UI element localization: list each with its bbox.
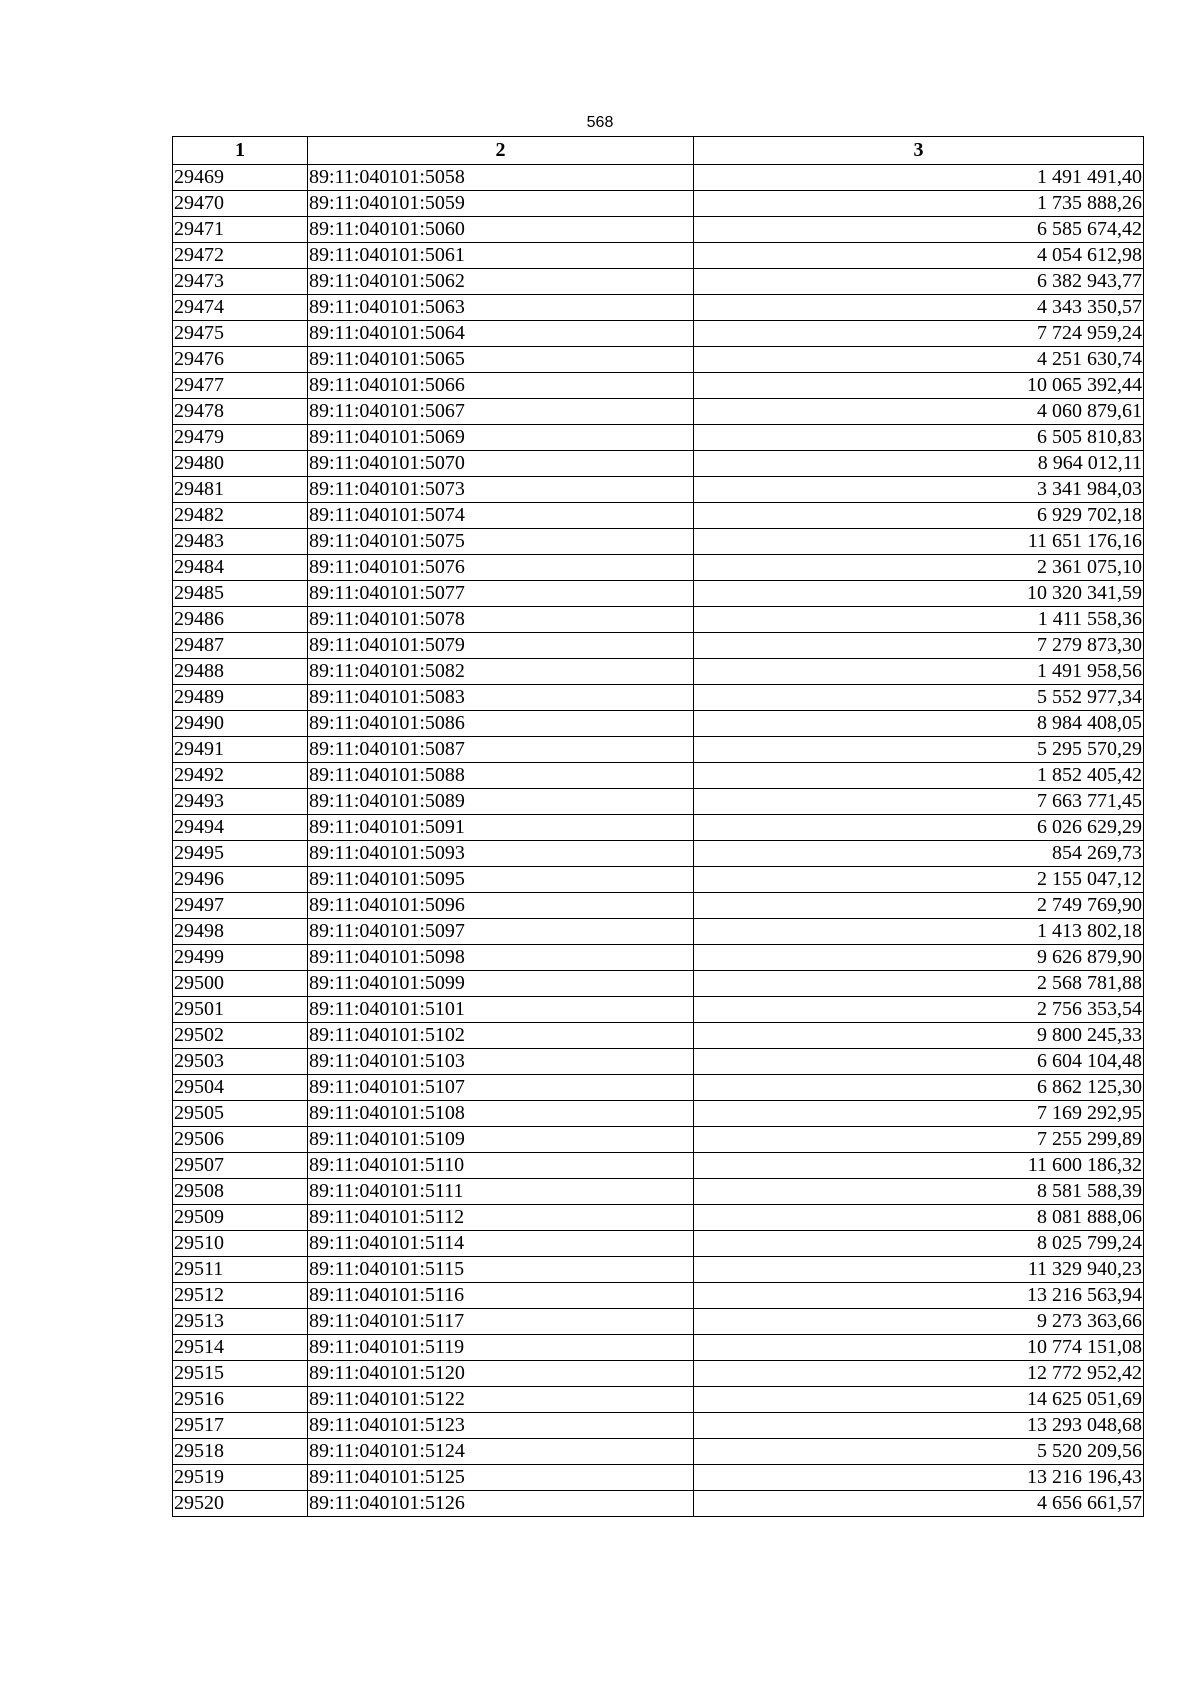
- row-number-cell: 29478: [173, 399, 308, 425]
- cadastral-number-cell: 89:11:040101:5096: [308, 893, 694, 919]
- row-number-cell: 29516: [173, 1387, 308, 1413]
- value-cell: 7 724 959,24: [694, 321, 1144, 347]
- cadastral-number-cell: 89:11:040101:5082: [308, 659, 694, 685]
- table-row: [173, 581, 1144, 607]
- cadastral-number-cell: 89:11:040101:5076: [308, 555, 694, 581]
- table-row: [173, 1179, 1144, 1205]
- value-cell: 5 295 570,29: [694, 737, 1144, 763]
- value-cell: 2 756 353,54: [694, 997, 1144, 1023]
- table-row: [173, 1491, 1144, 1517]
- value-cell: 6 604 104,48: [694, 1049, 1144, 1075]
- table-row: [173, 789, 1144, 815]
- value-cell: 9 626 879,90: [694, 945, 1144, 971]
- value-cell: 1 491 958,56: [694, 659, 1144, 685]
- cadastral-number-cell: 89:11:040101:5059: [308, 191, 694, 217]
- row-number-cell: 29482: [173, 503, 308, 529]
- cadastral-number-cell: 89:11:040101:5075: [308, 529, 694, 555]
- cadastral-number-cell: 89:11:040101:5099: [308, 971, 694, 997]
- table-row: [173, 243, 1144, 269]
- cadastral-number-cell: 89:11:040101:5086: [308, 711, 694, 737]
- cadastral-number-cell: 89:11:040101:5074: [308, 503, 694, 529]
- value-cell: 4 251 630,74: [694, 347, 1144, 373]
- value-cell: 6 505 810,83: [694, 425, 1144, 451]
- cadastral-number-cell: 89:11:040101:5087: [308, 737, 694, 763]
- row-number-cell: 29471: [173, 217, 308, 243]
- value-cell: 6 026 629,29: [694, 815, 1144, 841]
- value-cell: 8 025 799,24: [694, 1231, 1144, 1257]
- value-cell: 1 852 405,42: [694, 763, 1144, 789]
- cadastral-number-cell: 89:11:040101:5114: [308, 1231, 694, 1257]
- value-cell: 3 341 984,03: [694, 477, 1144, 503]
- table-row: [173, 399, 1144, 425]
- table-row: [173, 1465, 1144, 1491]
- cadastral-number-cell: 89:11:040101:5089: [308, 789, 694, 815]
- page-number: 568: [586, 114, 614, 131]
- row-number-cell: 29502: [173, 1023, 308, 1049]
- cadastral-number-cell: 89:11:040101:5107: [308, 1075, 694, 1101]
- value-cell: 13 216 563,94: [694, 1283, 1144, 1309]
- cadastral-number-cell: 89:11:040101:5126: [308, 1491, 694, 1517]
- cadastral-number-cell: 89:11:040101:5108: [308, 1101, 694, 1127]
- row-number-cell: 29514: [173, 1335, 308, 1361]
- cadastral-number-cell: 89:11:040101:5083: [308, 685, 694, 711]
- cadastral-number-cell: 89:11:040101:5102: [308, 1023, 694, 1049]
- row-number-cell: 29489: [173, 685, 308, 711]
- table-row: [173, 191, 1144, 217]
- row-number-cell: 29477: [173, 373, 308, 399]
- table-row: [173, 1231, 1144, 1257]
- cadastral-number-cell: 89:11:040101:5122: [308, 1387, 694, 1413]
- value-cell: 2 568 781,88: [694, 971, 1144, 997]
- value-cell: 8 581 588,39: [694, 1179, 1144, 1205]
- table-row: [173, 555, 1144, 581]
- value-cell: 1 491 491,40: [694, 165, 1144, 191]
- row-number-cell: 29480: [173, 451, 308, 477]
- cadastral-number-cell: 89:11:040101:5111: [308, 1179, 694, 1205]
- table-row: [173, 1049, 1144, 1075]
- cadastral-number-cell: 89:11:040101:5064: [308, 321, 694, 347]
- table-row: [173, 893, 1144, 919]
- row-number-cell: 29486: [173, 607, 308, 633]
- table-row: [173, 1205, 1144, 1231]
- table-row: [173, 1439, 1144, 1465]
- table-row: [173, 321, 1144, 347]
- table-row: [173, 1257, 1144, 1283]
- row-number-cell: 29485: [173, 581, 308, 607]
- value-cell: 12 772 952,42: [694, 1361, 1144, 1387]
- value-cell: 6 929 702,18: [694, 503, 1144, 529]
- table-row: [173, 503, 1144, 529]
- row-number-cell: 29495: [173, 841, 308, 867]
- table-row: [173, 451, 1144, 477]
- row-number-cell: 29510: [173, 1231, 308, 1257]
- row-number-cell: 29496: [173, 867, 308, 893]
- cadastral-number-cell: 89:11:040101:5079: [308, 633, 694, 659]
- row-number-cell: 29504: [173, 1075, 308, 1101]
- cadastral-number-cell: 89:11:040101:5103: [308, 1049, 694, 1075]
- row-number-cell: 29473: [173, 269, 308, 295]
- value-cell: 10 774 151,08: [694, 1335, 1144, 1361]
- table-row: [173, 1361, 1144, 1387]
- table-row: [173, 165, 1144, 191]
- table-row: [173, 269, 1144, 295]
- row-number-cell: 29469: [173, 165, 308, 191]
- table-row: [173, 1309, 1144, 1335]
- cadastral-number-cell: 89:11:040101:5058: [308, 165, 694, 191]
- row-number-cell: 29487: [173, 633, 308, 659]
- cadastral-number-cell: 89:11:040101:5119: [308, 1335, 694, 1361]
- row-number-cell: 29490: [173, 711, 308, 737]
- row-number-cell: 29488: [173, 659, 308, 685]
- row-number-cell: 29492: [173, 763, 308, 789]
- cadastral-number-cell: 89:11:040101:5060: [308, 217, 694, 243]
- value-cell: 1 735 888,26: [694, 191, 1144, 217]
- column-header-3: 3: [694, 137, 1144, 165]
- cadastral-number-cell: 89:11:040101:5062: [308, 269, 694, 295]
- row-number-cell: 29494: [173, 815, 308, 841]
- cadastral-number-cell: 89:11:040101:5065: [308, 347, 694, 373]
- row-number-cell: 29512: [173, 1283, 308, 1309]
- row-number-cell: 29505: [173, 1101, 308, 1127]
- table-row: [173, 347, 1144, 373]
- value-cell: 1 413 802,18: [694, 919, 1144, 945]
- value-cell: 11 329 940,23: [694, 1257, 1144, 1283]
- row-number-cell: 29509: [173, 1205, 308, 1231]
- cadastral-number-cell: 89:11:040101:5077: [308, 581, 694, 607]
- value-cell: 854 269,73: [694, 841, 1144, 867]
- table-row: [173, 1335, 1144, 1361]
- row-number-cell: 29518: [173, 1439, 308, 1465]
- value-cell: 9 800 245,33: [694, 1023, 1144, 1049]
- table-row: [173, 425, 1144, 451]
- table-row: [173, 1413, 1144, 1439]
- value-cell: 5 552 977,34: [694, 685, 1144, 711]
- row-number-cell: 29503: [173, 1049, 308, 1075]
- table-row: [173, 477, 1144, 503]
- cadastral-number-cell: 89:11:040101:5061: [308, 243, 694, 269]
- value-cell: 1 411 558,36: [694, 607, 1144, 633]
- cadastral-number-cell: 89:11:040101:5112: [308, 1205, 694, 1231]
- cadastral-number-cell: 89:11:040101:5125: [308, 1465, 694, 1491]
- row-number-cell: 29476: [173, 347, 308, 373]
- table-row: [173, 295, 1144, 321]
- cadastral-number-cell: 89:11:040101:5066: [308, 373, 694, 399]
- value-cell: 6 382 943,77: [694, 269, 1144, 295]
- table-row: [173, 737, 1144, 763]
- value-cell: 8 984 408,05: [694, 711, 1144, 737]
- table-row: [173, 711, 1144, 737]
- table-row: [173, 1127, 1144, 1153]
- row-number-cell: 29470: [173, 191, 308, 217]
- row-number-cell: 29508: [173, 1179, 308, 1205]
- row-number-cell: 29506: [173, 1127, 308, 1153]
- row-number-cell: 29500: [173, 971, 308, 997]
- cadastral-number-cell: 89:11:040101:5063: [308, 295, 694, 321]
- table-row: [173, 607, 1144, 633]
- table-row: [173, 971, 1144, 997]
- row-number-cell: 29484: [173, 555, 308, 581]
- table-row: [173, 1075, 1144, 1101]
- table-header-row: [173, 137, 1144, 165]
- cadastral-number-cell: 89:11:040101:5078: [308, 607, 694, 633]
- value-cell: 2 155 047,12: [694, 867, 1144, 893]
- column-header-1: 1: [173, 137, 308, 165]
- value-cell: 11 600 186,32: [694, 1153, 1144, 1179]
- row-number-cell: 29498: [173, 919, 308, 945]
- row-number-cell: 29475: [173, 321, 308, 347]
- cadastral-number-cell: 89:11:040101:5073: [308, 477, 694, 503]
- table-row: [173, 945, 1144, 971]
- row-number-cell: 29507: [173, 1153, 308, 1179]
- value-cell: 7 169 292,95: [694, 1101, 1144, 1127]
- table-row: [173, 841, 1144, 867]
- table-row: [173, 867, 1144, 893]
- row-number-cell: 29474: [173, 295, 308, 321]
- value-cell: 13 293 048,68: [694, 1413, 1144, 1439]
- data-table: [172, 136, 1144, 1517]
- table-row: [173, 1023, 1144, 1049]
- cadastral-number-cell: 89:11:040101:5116: [308, 1283, 694, 1309]
- table-row: [173, 685, 1144, 711]
- row-number-cell: 29479: [173, 425, 308, 451]
- row-number-cell: 29481: [173, 477, 308, 503]
- row-number-cell: 29511: [173, 1257, 308, 1283]
- value-cell: 13 216 196,43: [694, 1465, 1144, 1491]
- cadastral-number-cell: 89:11:040101:5124: [308, 1439, 694, 1465]
- cadastral-number-cell: 89:11:040101:5101: [308, 997, 694, 1023]
- cadastral-number-cell: 89:11:040101:5088: [308, 763, 694, 789]
- cadastral-number-cell: 89:11:040101:5110: [308, 1153, 694, 1179]
- table-row: [173, 633, 1144, 659]
- table-row: [173, 997, 1144, 1023]
- value-cell: 7 279 873,30: [694, 633, 1144, 659]
- value-cell: 8 964 012,11: [694, 451, 1144, 477]
- table-row: [173, 217, 1144, 243]
- table-row: [173, 1153, 1144, 1179]
- table-row: [173, 1283, 1144, 1309]
- cadastral-number-cell: 89:11:040101:5123: [308, 1413, 694, 1439]
- cadastral-number-cell: 89:11:040101:5091: [308, 815, 694, 841]
- value-cell: 2 749 769,90: [694, 893, 1144, 919]
- table-row: [173, 763, 1144, 789]
- cadastral-number-cell: 89:11:040101:5117: [308, 1309, 694, 1335]
- row-number-cell: 29517: [173, 1413, 308, 1439]
- value-cell: 4 060 879,61: [694, 399, 1144, 425]
- cadastral-number-cell: 89:11:040101:5098: [308, 945, 694, 971]
- value-cell: 2 361 075,10: [694, 555, 1144, 581]
- value-cell: 4 054 612,98: [694, 243, 1144, 269]
- row-number-cell: 29515: [173, 1361, 308, 1387]
- row-number-cell: 29520: [173, 1491, 308, 1517]
- value-cell: 9 273 363,66: [694, 1309, 1144, 1335]
- value-cell: 8 081 888,06: [694, 1205, 1144, 1231]
- table-row: [173, 1101, 1144, 1127]
- row-number-cell: 29491: [173, 737, 308, 763]
- cadastral-number-cell: 89:11:040101:5093: [308, 841, 694, 867]
- value-cell: 4 343 350,57: [694, 295, 1144, 321]
- row-number-cell: 29497: [173, 893, 308, 919]
- column-header-2: 2: [308, 137, 694, 165]
- cadastral-number-cell: 89:11:040101:5115: [308, 1257, 694, 1283]
- value-cell: 5 520 209,56: [694, 1439, 1144, 1465]
- table-row: [173, 815, 1144, 841]
- value-cell: 11 651 176,16: [694, 529, 1144, 555]
- table-row: [173, 659, 1144, 685]
- value-cell: 6 862 125,30: [694, 1075, 1144, 1101]
- table-row: [173, 919, 1144, 945]
- value-cell: 6 585 674,42: [694, 217, 1144, 243]
- cadastral-number-cell: 89:11:040101:5069: [308, 425, 694, 451]
- table-row: [173, 373, 1144, 399]
- row-number-cell: 29493: [173, 789, 308, 815]
- table-row: [173, 529, 1144, 555]
- value-cell: 14 625 051,69: [694, 1387, 1144, 1413]
- value-cell: 4 656 661,57: [694, 1491, 1144, 1517]
- row-number-cell: 29472: [173, 243, 308, 269]
- table-body: [173, 165, 1144, 1517]
- row-number-cell: 29519: [173, 1465, 308, 1491]
- value-cell: 10 320 341,59: [694, 581, 1144, 607]
- value-cell: 7 663 771,45: [694, 789, 1144, 815]
- cadastral-number-cell: 89:11:040101:5097: [308, 919, 694, 945]
- cadastral-number-cell: 89:11:040101:5067: [308, 399, 694, 425]
- cadastral-number-cell: 89:11:040101:5120: [308, 1361, 694, 1387]
- table-row: [173, 1387, 1144, 1413]
- cadastral-number-cell: 89:11:040101:5095: [308, 867, 694, 893]
- cadastral-number-cell: 89:11:040101:5109: [308, 1127, 694, 1153]
- row-number-cell: 29513: [173, 1309, 308, 1335]
- value-cell: 10 065 392,44: [694, 373, 1144, 399]
- row-number-cell: 29483: [173, 529, 308, 555]
- row-number-cell: 29501: [173, 997, 308, 1023]
- cadastral-number-cell: 89:11:040101:5070: [308, 451, 694, 477]
- row-number-cell: 29499: [173, 945, 308, 971]
- value-cell: 7 255 299,89: [694, 1127, 1144, 1153]
